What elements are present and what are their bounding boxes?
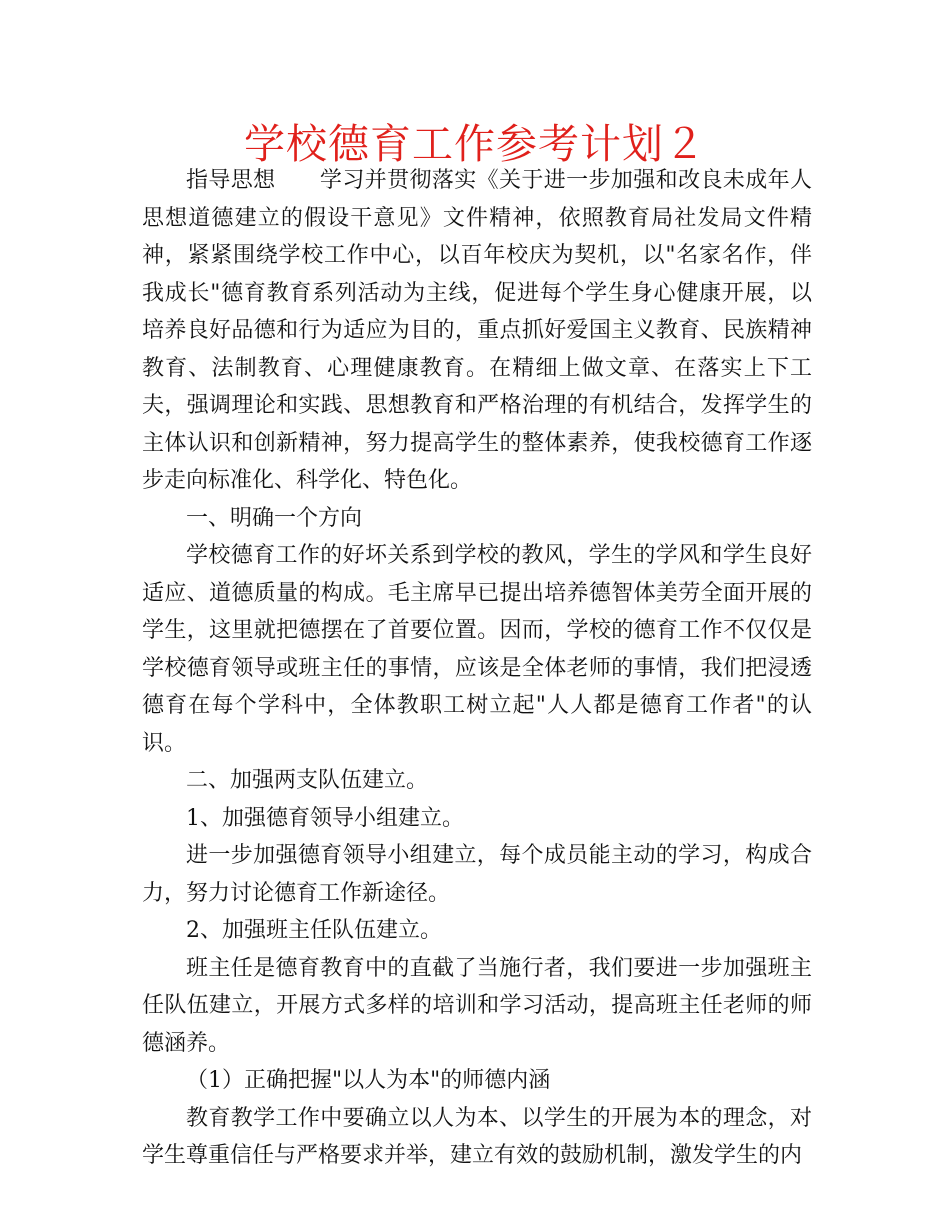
section-heading-1: 一、明确一个方向 — [186, 505, 363, 531]
paragraph: 进一步加强德育领导小组建立，每个成员能主动的学习，构成合力，努力讨论德育工作新途径。 — [142, 843, 812, 906]
guide-text: 学习并贯彻落实《关于进一步加强和改良未成年人思想道德建立的假设干意见》文件精神，依照教育局社发局文件精神，紧紧围绕学校工作中心，以百年校庆为契机，以"名家名作，伴我成长"德育教育系列活动为主线，促进每个学生身心健康开展，以培养良好品德和行为适应为目的，重点抓好爱国主义教育、民族精神教育、法制教育、心理健康教育。在精细上做文章、在落实上下工夫，强调理论和实践、思想教育和严格治理的有机结合，发挥学生的主体认识和创新精神，努力提高学生的整体素养，使我校德育工作逐步走向标准化、科学化、特色化。 — [142, 168, 812, 493]
paragraph: 学校德育工作的好坏关系到学校的教风，学生的学风和学生良好适应、道德质量的构成。毛主席早已提出培养德智体美劳全面开展的学生，这里就把德摆在了首要位置。因而，学校的德育工作不仅仅是学校德育领导或班主任的事情，应该是全体老师的事情，我们把浸透德育在每个学科中，全体教职工树立起"人人都是德育工作者"的认识。 — [142, 543, 812, 756]
guide-paragraph — [142, 162, 812, 500]
paragraph: 教育教学工作中要确立以人为本、以学生的开展为本的理念，对学生尊重信任与严格要求并举，建立有效的鼓励机制，激发学生的内 — [142, 1105, 812, 1168]
document-body — [142, 162, 812, 1175]
guide-label: 指导思想 — [186, 168, 276, 193]
paragraph: 班主任是德育教育中的直截了当施行者，我们要进一步加强班主任队伍建立，开展方式多样的培训和学习活动，提高班主任老师的师德涵养。 — [142, 955, 812, 1056]
subheading-1: 1、加强德育领导小组建立。 — [186, 805, 464, 831]
section-heading-2: 二、加强两支队伍建立。 — [186, 768, 429, 793]
document-title: 学校德育工作参考计划２ — [244, 120, 706, 168]
subheading-item-1: （1）正确把握"以人为本"的师德内涵 — [186, 1068, 551, 1093]
subheading-2: 2、加强班主任队伍建立。 — [186, 918, 442, 943]
